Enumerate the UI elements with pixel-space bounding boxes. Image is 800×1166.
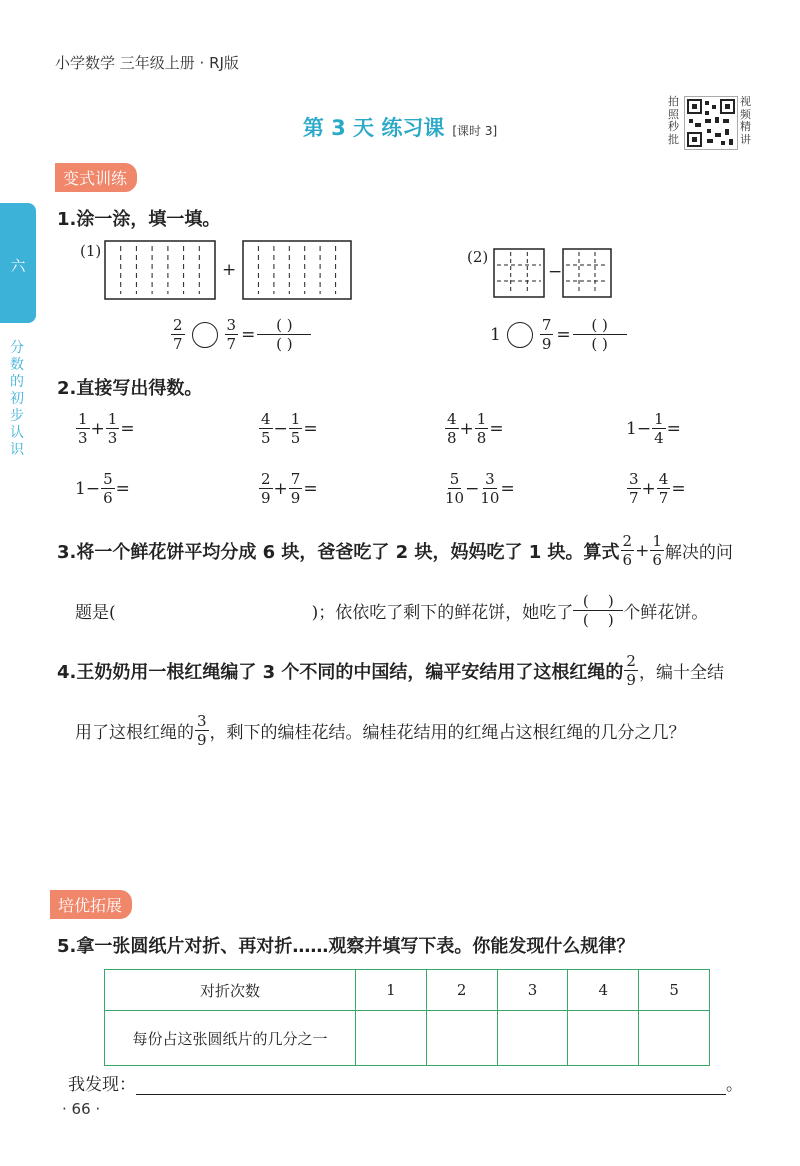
operator: +: [641, 478, 656, 499]
col-header: 2: [426, 970, 497, 1011]
col-header: 1: [356, 970, 427, 1011]
fraction: $\frac{1}{4}$: [654, 410, 664, 447]
qr-right-text: 视频精讲: [740, 95, 751, 146]
qr-code-icon[interactable]: [684, 96, 738, 150]
table-row: [105, 970, 710, 1011]
q4-text-d: ，剩下的编桂花结。编桂花结用的红绳占这根红绳的几分之几？: [209, 723, 686, 743]
equals-sign: =: [500, 478, 515, 499]
q2-stem: [57, 374, 202, 400]
fraction: $\frac{4}{5}$: [261, 410, 271, 447]
qr-left-text: 拍照秒批: [668, 95, 679, 146]
fraction: $\frac{2}{6}$: [622, 532, 633, 569]
answer-blank[interactable]: $\frac{( )}{( )}$: [257, 316, 311, 353]
q2-expression[interactable]: [626, 410, 681, 447]
finding-end: 。: [726, 1075, 743, 1095]
row-header: 每份占这张圆纸片的几分之一: [105, 1011, 356, 1066]
col-header: 4: [568, 970, 639, 1011]
q3-text-c: 题是(: [75, 603, 116, 623]
fraction: $\frac{5}{6}$: [103, 470, 113, 507]
page-number: · 66 ·: [62, 1100, 101, 1118]
whole-number: 1: [75, 478, 86, 499]
fraction: $\frac{4}{7}$: [658, 470, 669, 507]
col-header: 3: [497, 970, 568, 1011]
col-header: 5: [639, 970, 710, 1011]
q1-minus: −: [548, 262, 563, 282]
finding-line[interactable]: [136, 1074, 726, 1095]
answer-blank[interactable]: $\frac{( )}{( )}$: [573, 316, 627, 353]
fraction: $\frac{1}{3}$: [78, 410, 88, 447]
chapter-title: 分数的初步认识: [10, 340, 24, 458]
q5-finding: [68, 1070, 743, 1095]
answer-cell[interactable]: [639, 1011, 710, 1066]
fraction: $\frac{7}{9}$: [290, 470, 301, 507]
q4-text-a: 4.王奶奶用一根红绳编了 3 个不同的中国结，编平安结用了这根红绳的: [57, 661, 624, 683]
qr-block: [668, 96, 756, 148]
q1-square-ninths[interactable]: [562, 248, 612, 298]
equals-sign: =: [303, 418, 318, 439]
q2-expression[interactable]: [444, 470, 515, 507]
section-advanced: 培优拓展: [50, 890, 132, 919]
q4-answer-area[interactable]: [75, 760, 755, 880]
book-header: 小学数学 三年级上册 · RJ版: [55, 54, 239, 72]
finding-label: 我发现：: [68, 1075, 136, 1095]
q3-text-e: 个鲜花饼。: [623, 603, 709, 623]
operator: −: [85, 478, 101, 499]
q1-plus: +: [222, 260, 237, 280]
section-practice: 变式训练: [55, 163, 137, 192]
q1-text: 1.涂一涂，填一填。: [57, 209, 221, 230]
whole-number: 1: [626, 418, 637, 439]
operator: +: [459, 418, 474, 439]
q3-line2: [75, 592, 708, 629]
q5-text: 5.拿一张圆纸片对折、再对折……观察并填写下表。你能发现什么规律？: [57, 936, 635, 957]
compare-circle[interactable]: [192, 322, 218, 348]
fraction: $\frac{3}{7}$: [226, 316, 237, 353]
q1-expr-1: $\frac{2}{7}$ $\frac{3}{7}$ = $\frac{( )}{( )}$: [170, 316, 311, 353]
q4-text-c: 用了这根红绳的: [75, 723, 194, 743]
q1-rect-sevenths-a[interactable]: [104, 240, 216, 300]
q1-part1-label: (1): [80, 242, 102, 260]
fraction: $\frac{2}{9}$: [626, 652, 636, 689]
fraction: $\frac{1}{6}$: [652, 532, 662, 569]
q2-expression[interactable]: [75, 410, 135, 447]
operator: +: [273, 478, 288, 499]
q2-text: 2.直接写出得数。: [57, 378, 203, 399]
q3-text-d: )；依依吃了剩下的鲜花饼，她吃了: [311, 603, 574, 623]
fraction: $\frac{7}{9}$: [541, 316, 552, 353]
compare-circle[interactable]: [507, 322, 533, 348]
q3-line1: [57, 532, 733, 569]
q1-square-whole[interactable]: [493, 248, 545, 298]
q2-expression[interactable]: [258, 470, 318, 507]
q3-text-a: 3.将一个鲜花饼平均分成 6 块，爸爸吃了 2 块，妈妈吃了 1 块。算式: [57, 541, 620, 563]
plus-sign: +: [635, 540, 650, 561]
q4-line1: [57, 652, 724, 689]
operator: −: [465, 478, 480, 499]
answer-cell[interactable]: [568, 1011, 639, 1066]
q2-expression[interactable]: [626, 470, 686, 507]
answer-cell[interactable]: [426, 1011, 497, 1066]
q2-expression[interactable]: [75, 470, 130, 507]
table-row: [105, 1011, 710, 1066]
lesson-tag: [课时 3]: [452, 124, 498, 138]
fraction: $\frac{1}{8}$: [476, 410, 487, 447]
answer-cell[interactable]: [356, 1011, 427, 1066]
row-header: 对折次数: [105, 970, 356, 1011]
equals-sign: =: [666, 418, 681, 439]
fraction: $\frac{3}{7}$: [629, 470, 639, 507]
answer-cell[interactable]: [497, 1011, 568, 1066]
fraction: $\frac{1}{3}$: [107, 410, 118, 447]
equals-sign: =: [489, 418, 504, 439]
q1-stem: [57, 205, 220, 231]
unit-number: 六: [10, 257, 26, 275]
fraction: $\frac{3}{9}$: [197, 712, 207, 749]
fraction: $\frac{2}{9}$: [261, 470, 271, 507]
q5-table: [104, 969, 710, 1066]
fraction: $\frac{2}{7}$: [173, 316, 183, 353]
q4-text-b: ，编十全结: [638, 663, 724, 683]
q5-stem: [57, 932, 634, 958]
equals-sign: =: [671, 478, 686, 499]
equals-sign: =: [303, 478, 318, 499]
operator: +: [90, 418, 105, 439]
q3-text-b: 解决的问: [664, 543, 733, 563]
q4-line2: [75, 712, 686, 749]
whole-number: 1: [490, 324, 501, 345]
q1-expr-2: 1 $\frac{7}{9}$ = $\frac{( )}{( )}$: [490, 316, 627, 353]
operator: −: [636, 418, 652, 439]
fraction: $\frac{3}{10}$: [480, 470, 500, 507]
q2-expression[interactable]: [444, 410, 504, 447]
q2-expression[interactable]: [258, 410, 318, 447]
operator: −: [273, 418, 288, 439]
q1-rect-sevenths-b[interactable]: [242, 240, 352, 300]
q1-part2-label: (2): [467, 248, 489, 266]
title-main: 第 3 天 练习课: [302, 116, 445, 140]
equals-sign: =: [115, 478, 130, 499]
equals-sign: =: [120, 418, 135, 439]
q3-fraction-blank[interactable]: $\frac{( )}{( )}$: [573, 592, 623, 629]
fraction: $\frac{5}{10}$: [445, 470, 465, 507]
fraction: $\frac{4}{8}$: [447, 410, 457, 447]
fraction: $\frac{1}{5}$: [290, 410, 301, 447]
